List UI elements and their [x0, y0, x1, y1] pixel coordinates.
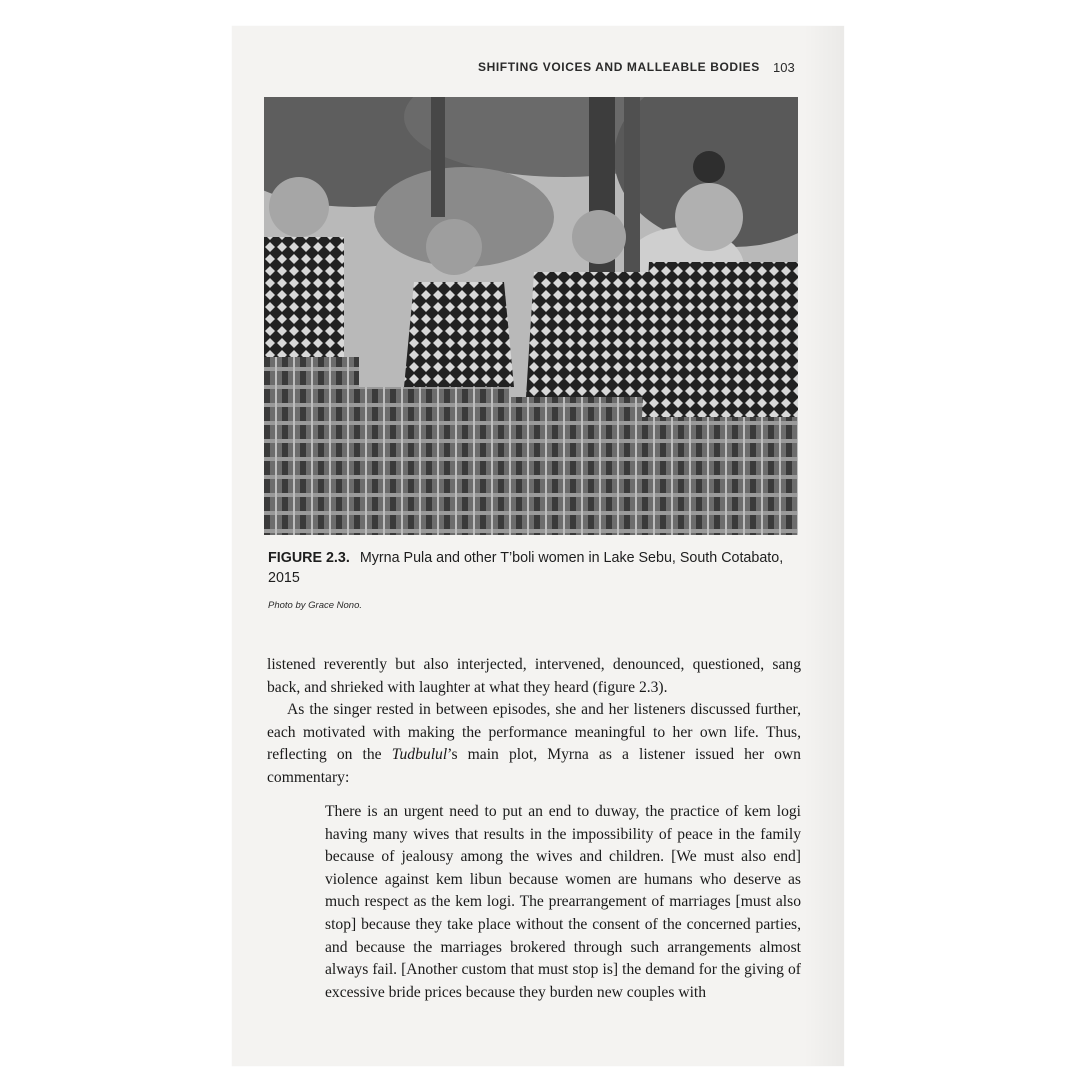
figure-label: FIGURE 2.3. [268, 550, 350, 566]
block-quote [325, 801, 801, 1004]
page-number: 103 [773, 60, 795, 75]
paragraph-2 [267, 699, 801, 789]
paragraph-1: listened reverently but also interjected, intervened, denounced, questioned, sang back, and shrieked with laughter at what they heard (figure 2.3). [267, 656, 801, 696]
paragraph-2-end: ’s main plot, Myrna as a listener issued her own commentary: [267, 746, 801, 786]
paragraph-2-start: As the singer rested in between episodes, she and her listeners discussed further, each motivated with making the performance meaningful to her own life. Thus, reflecting on the [267, 701, 801, 764]
running-head: SHIFTING VOICES AND MALLEABLE BODIES [478, 60, 760, 74]
figure-caption-text: Myrna Pula and other T’boli women in Lake Sebu, South Cotabato, 2015 [268, 550, 784, 586]
photo-illustration [264, 97, 798, 535]
figure-caption [268, 548, 808, 588]
figure-photo [264, 97, 798, 535]
block-quote-text: There is an urgent need to put an end to duway, the practice of kem logi having many wives that results in the impossibility of peace in the family because of jealousy among the wives and children. [We must also end] violence against kem libun because women are humans who deserve as much respect as the kem logi. The prearrangement of marriages [must also stop] because they take place without the consent of the concerned parties, and because the marriages brokered through such arrangements almost always fail. [Another custom that must stop is] the demand for the giving of excessive bride prices because they burden new couples with [325, 803, 801, 1001]
body-text [267, 654, 801, 790]
photo-credit: Photo by Grace Nono. [268, 600, 362, 611]
work-title: Tudbulul [391, 746, 448, 764]
